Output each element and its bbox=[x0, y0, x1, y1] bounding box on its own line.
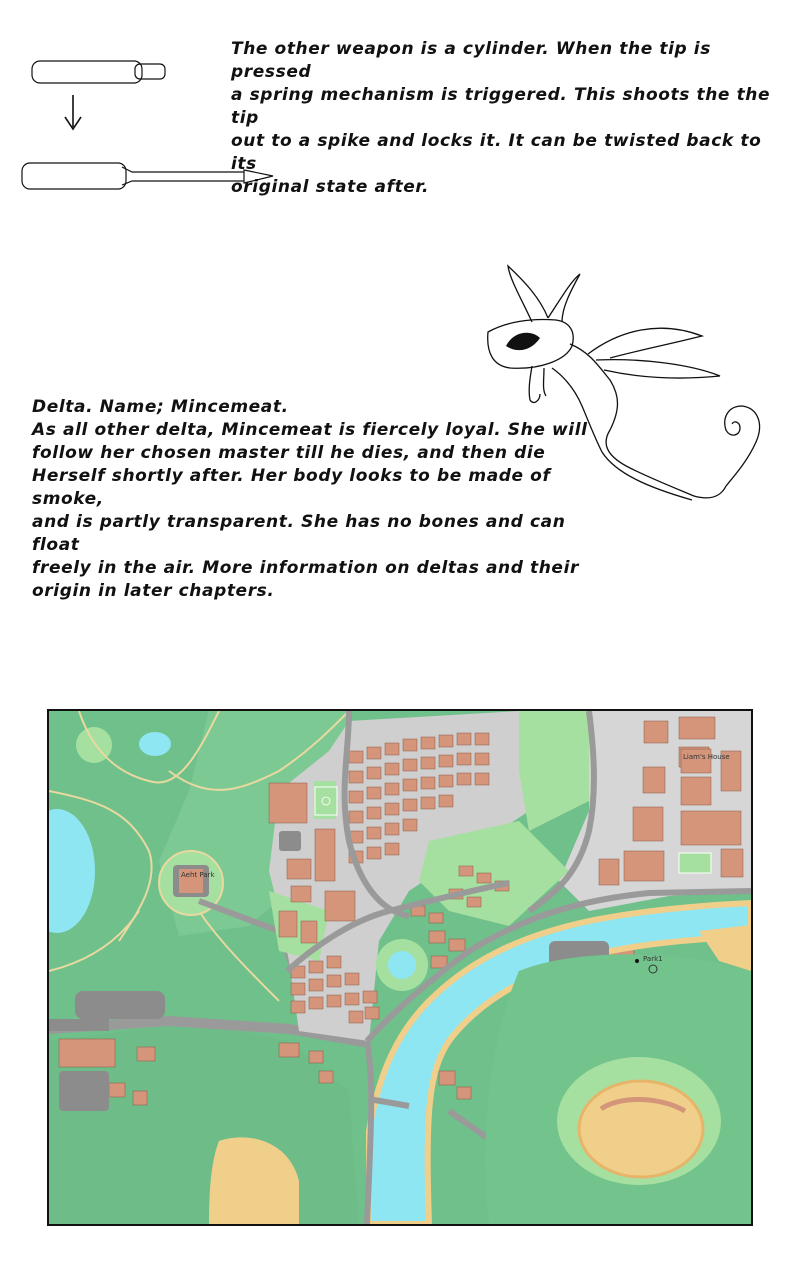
delta-description: Delta. Name; Mincemeat. As all other delta, Mincemeat is fiercely loyal. She will follow her chosen master till he dies, and then die Herself shortly after. Her body looks to be made of smoke, and is partly transparent. She has no bones and can float freely in the air. More information on deltas and their origin in later chapters. bbox=[32, 397, 588, 601]
pond bbox=[139, 732, 171, 756]
park1-label: Park1 bbox=[643, 955, 663, 963]
weapon-description: The other weapon is a cylinder. When the tip is pressed a spring mechanism is triggered. This shoots the the tip out to a spike and locks it. It can be twisted back to its original state after. bbox=[231, 39, 771, 197]
town-map bbox=[47, 709, 753, 1226]
parking-lot bbox=[75, 991, 165, 1019]
arena bbox=[579, 1081, 703, 1177]
liams-house-label: Liam's House bbox=[683, 753, 730, 761]
aeht-park-label: Aeht Park bbox=[181, 871, 215, 879]
